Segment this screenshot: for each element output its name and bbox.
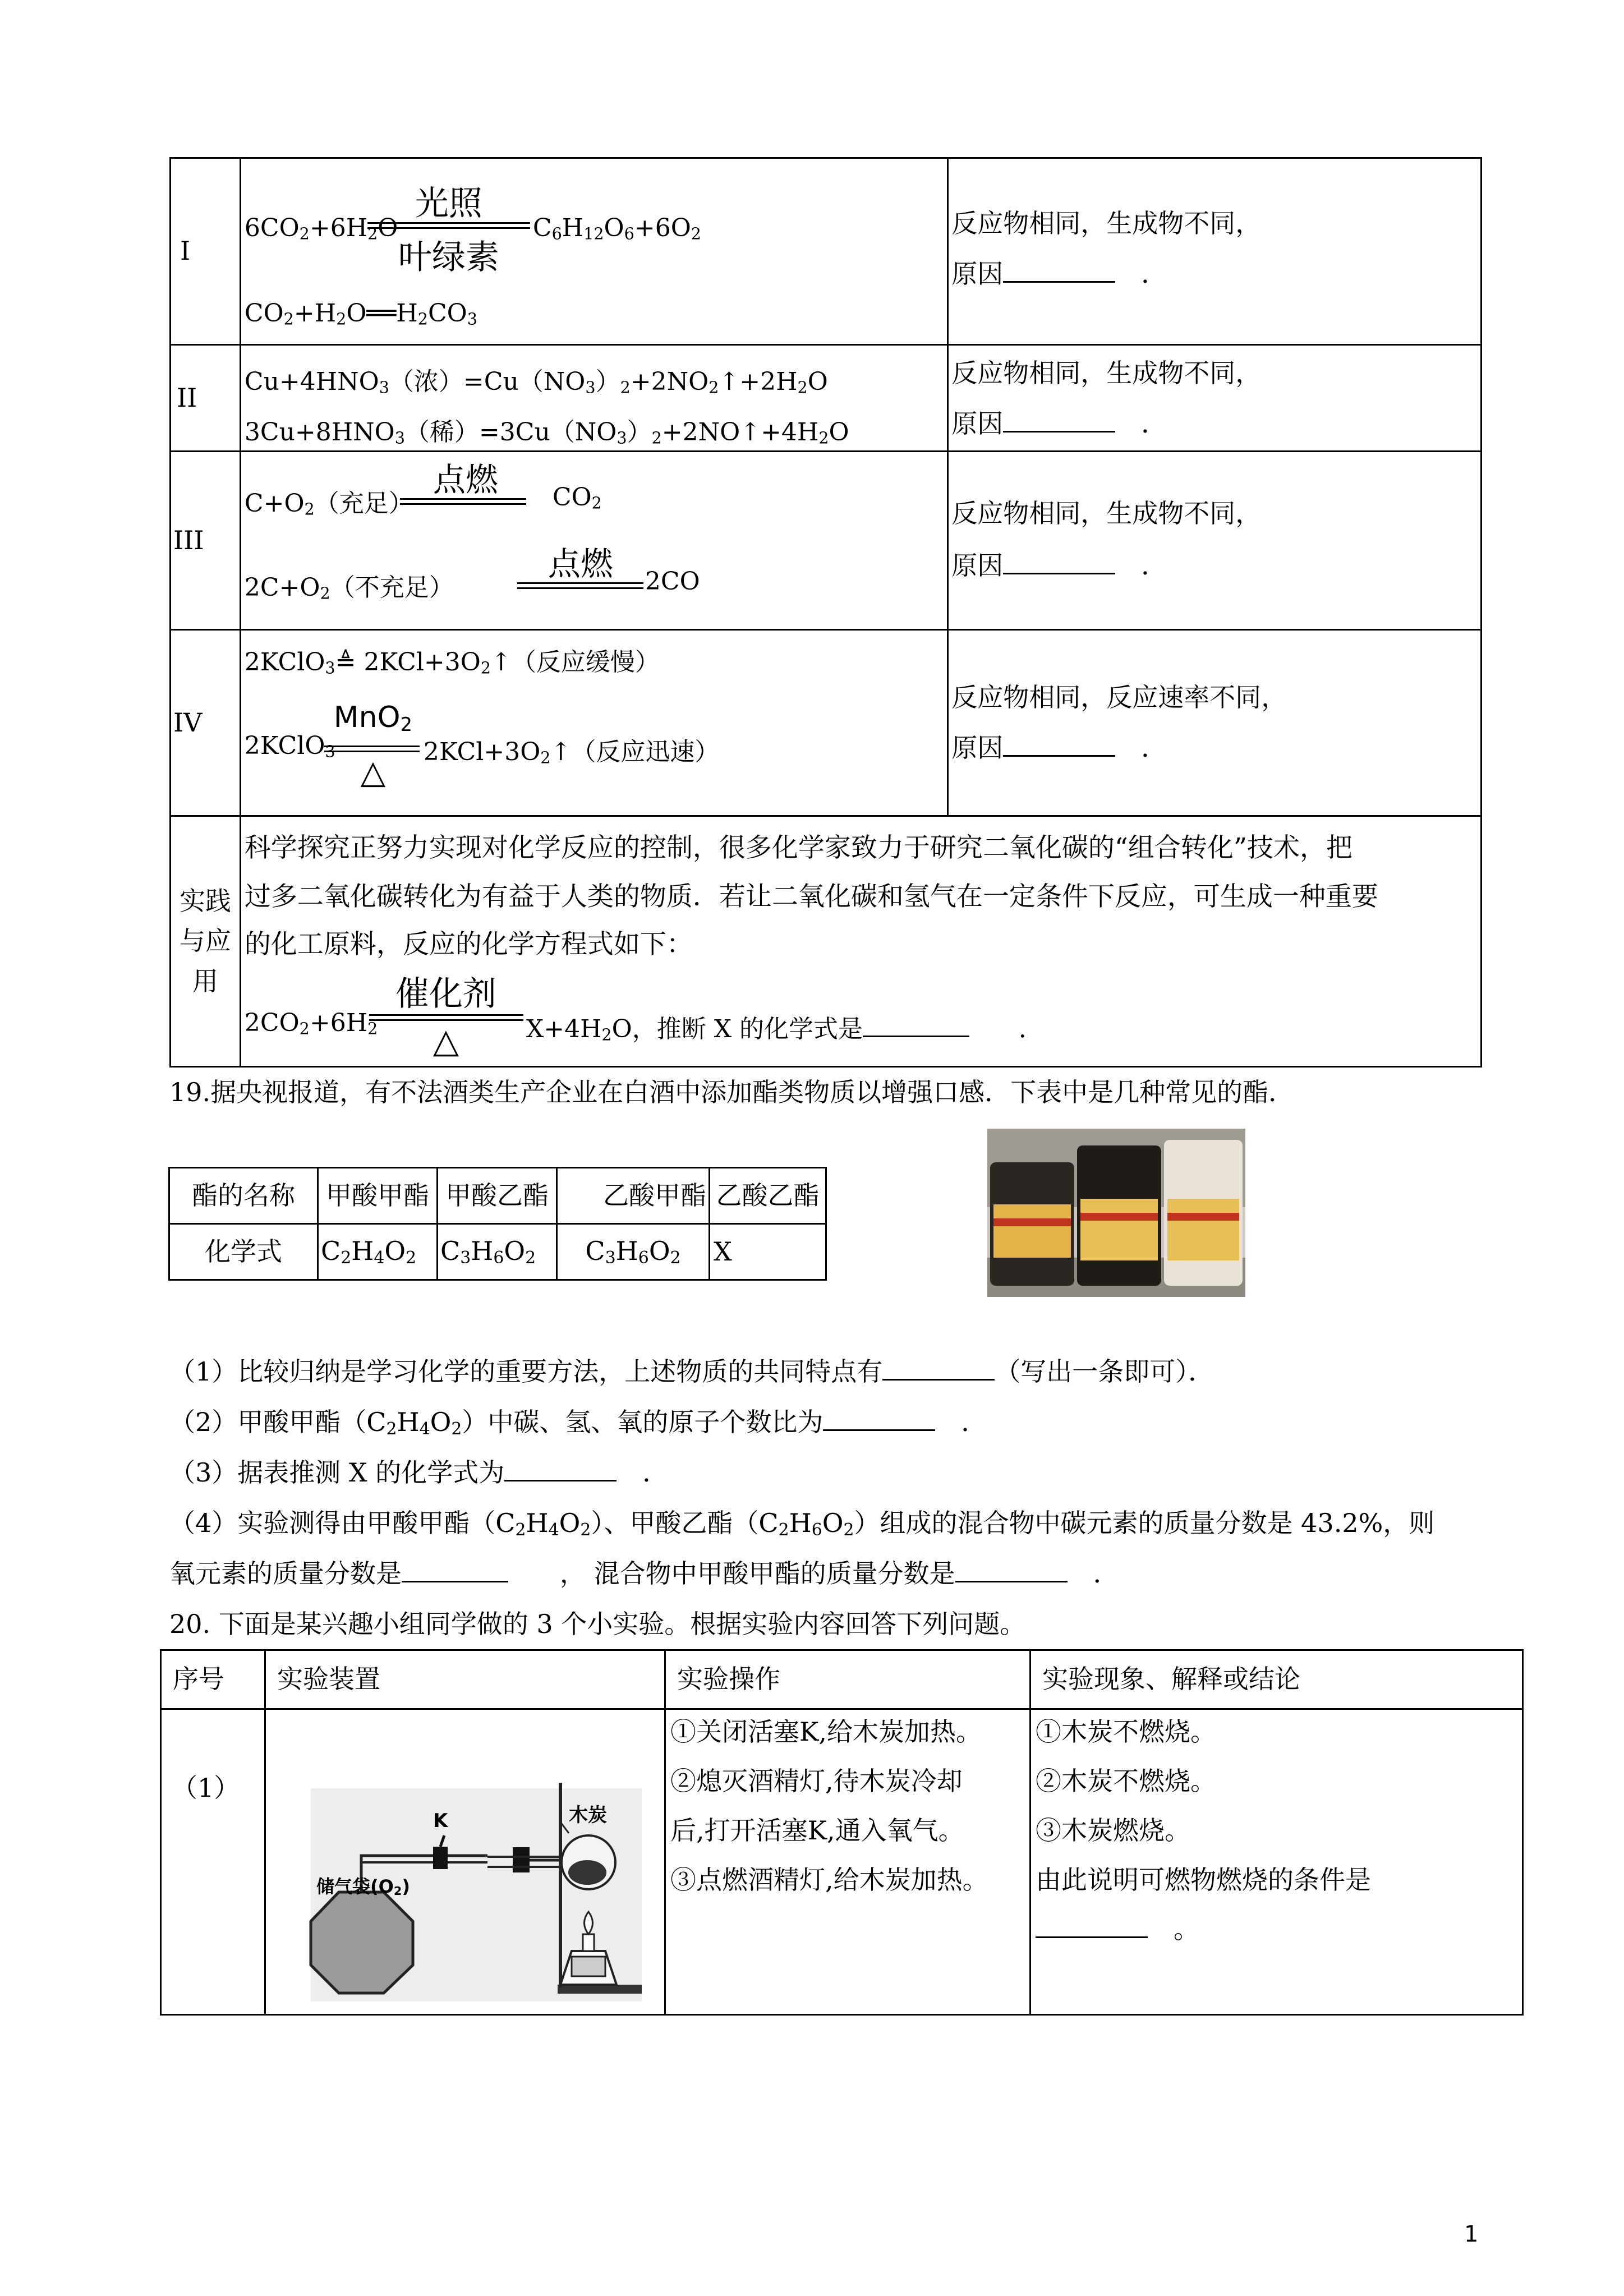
reason-label: 原因 bbox=[951, 550, 1004, 581]
row-label-cell bbox=[171, 345, 241, 452]
f: 6 bbox=[493, 1248, 504, 1268]
lamp-label bbox=[572, 1957, 605, 1976]
row-label-cell bbox=[171, 452, 241, 630]
exp-number-cell bbox=[161, 1709, 265, 2015]
bottle-label-stripe bbox=[1080, 1213, 1158, 1221]
f: 2 bbox=[670, 1248, 681, 1268]
eq-part: +2NO bbox=[630, 367, 709, 396]
formula-ethyl-formate bbox=[440, 1236, 536, 1266]
result-line: 由此说明可燃物燃烧的条件是 bbox=[1036, 1865, 1371, 1895]
reason-line bbox=[951, 259, 1167, 289]
q-text: （写出一条即可）． bbox=[995, 1356, 1214, 1387]
ester-table bbox=[168, 1167, 827, 1281]
q-text: ． bbox=[961, 1407, 987, 1437]
practice-label-line: 实践 bbox=[179, 886, 231, 917]
equation-cell bbox=[240, 158, 947, 345]
operation-step: 后,打开活塞K,通入氧气。 bbox=[670, 1815, 964, 1846]
eq-part: O bbox=[807, 367, 828, 396]
equals-sign bbox=[400, 498, 526, 505]
eq-part: C+O bbox=[244, 489, 305, 518]
reaction-table bbox=[169, 157, 1482, 1066]
period: ． bbox=[1141, 550, 1167, 581]
eq-part: ） bbox=[627, 418, 652, 447]
q-text: （2）甲酸甲酯（C bbox=[169, 1407, 387, 1437]
reason-label: 原因 bbox=[951, 408, 1004, 439]
eq-part: 3Cu+8HNO bbox=[244, 418, 395, 447]
charcoal bbox=[568, 1860, 606, 1885]
formula-cell bbox=[557, 1224, 710, 1280]
eq-part: O，推断 X 的化学式是 bbox=[611, 1015, 863, 1043]
eq-part: （稀）=3Cu（NO bbox=[404, 418, 617, 447]
header-text: 甲酸甲酯 bbox=[326, 1180, 429, 1211]
practice-text: 的化工原料，反应的化学方程式如下： bbox=[244, 929, 693, 960]
f: O bbox=[648, 1235, 670, 1266]
eq-part: +6H bbox=[309, 1009, 368, 1037]
reason-line bbox=[951, 733, 1167, 763]
equation-product: $X+4H_2O$，推断 X 的化学式是 ． bbox=[526, 1015, 1044, 1045]
f: 3 bbox=[460, 1248, 471, 1268]
equation-carbonic: $CO_2+H_2O══H_2CO_3$ bbox=[244, 299, 477, 329]
answer-blank[interactable] bbox=[1003, 431, 1115, 432]
q-text: ， 混合物中甲酸甲酯的质量分数是 bbox=[560, 1558, 955, 1589]
equation-slow-decomp: 2KClO$_3$≜ $2KCl+3O_2↑$（反应缓慢） bbox=[244, 648, 660, 678]
exp-header bbox=[665, 1650, 1030, 1709]
eq-part: 2KClO bbox=[244, 731, 325, 760]
product-co2: $CO_2$ bbox=[552, 483, 602, 513]
eq-part: 6CO bbox=[244, 214, 300, 242]
q-text: ）中碳、氢、氧的原子个数比为 bbox=[462, 1407, 823, 1437]
gas-bag bbox=[311, 1892, 413, 1993]
reaction-table-grid bbox=[169, 157, 1482, 1068]
f: 2 bbox=[406, 1248, 417, 1268]
experiment-table-grid bbox=[160, 1649, 1524, 2016]
formula-cell bbox=[438, 1224, 557, 1280]
practice-text: 过多二氧化碳转化为有益于人类的物质．若让二氧化碳和氢气在一定条件下反应，可生成一种重要 bbox=[244, 881, 1378, 912]
eq-part: C bbox=[532, 214, 552, 242]
row-label-cell bbox=[171, 158, 241, 345]
note-line: 反应物相同，反应速率不同， bbox=[951, 682, 1287, 712]
product-co: 2CO bbox=[645, 567, 700, 596]
bottle-label bbox=[993, 1204, 1071, 1258]
period: ． bbox=[1019, 1015, 1044, 1043]
condition-ignite: 点燃 bbox=[548, 545, 613, 583]
experiment-table bbox=[160, 1649, 1524, 2016]
q-text: O bbox=[430, 1407, 452, 1437]
ester-table-grid bbox=[168, 1167, 827, 1281]
exp-number: （1） bbox=[172, 1773, 240, 1803]
ester-header bbox=[557, 1168, 710, 1224]
bottle bbox=[1164, 1140, 1243, 1286]
valve-k bbox=[433, 1847, 448, 1869]
heat-icon: △ bbox=[360, 753, 386, 791]
stand-base bbox=[558, 1985, 642, 1994]
product-kcl: $2KCl+3O_2↑$（反应迅速） bbox=[423, 738, 720, 767]
eq-part: O bbox=[829, 418, 849, 447]
equation-cell bbox=[240, 345, 947, 452]
valve-label: K bbox=[433, 1810, 448, 1832]
clamp bbox=[513, 1847, 530, 1872]
header-text: 酯的名称 bbox=[192, 1180, 295, 1211]
equation-complete-combustion: $C+O_2$（充足） bbox=[244, 489, 413, 519]
header-text: 实验操作 bbox=[677, 1664, 780, 1695]
reason-line bbox=[951, 550, 1167, 581]
bottle-label-stripe bbox=[1167, 1213, 1239, 1221]
eq-part: CO bbox=[427, 299, 467, 328]
q19-part2: （2）甲酸甲酯$(C_2H_4O_2)$中碳、氢、氧的原子个数比为 ． bbox=[169, 1407, 987, 1439]
formula-cell bbox=[710, 1224, 826, 1280]
equation-co2-hydrogenation: $2CO_2+6H_2$ bbox=[244, 1009, 378, 1038]
eq-part: Cu+4HNO bbox=[244, 367, 379, 396]
formula-methyl-formate bbox=[321, 1236, 416, 1266]
eq-part: +6O bbox=[634, 214, 691, 242]
page-number: 1 bbox=[1464, 2221, 1479, 2247]
row-label: I bbox=[180, 236, 191, 266]
f: 3 bbox=[605, 1248, 616, 1268]
practice-label bbox=[171, 881, 240, 1001]
condition-light: 光照 bbox=[415, 184, 482, 223]
q19-part3 bbox=[169, 1457, 668, 1488]
eq-part: ↑（反应迅速） bbox=[550, 738, 720, 766]
q-text: O bbox=[822, 1508, 844, 1538]
eq-part: 2C+O bbox=[244, 573, 320, 602]
ester-header bbox=[710, 1168, 826, 1224]
f: C bbox=[585, 1235, 605, 1266]
bottle-label bbox=[1167, 1199, 1239, 1260]
f: 6 bbox=[638, 1248, 649, 1268]
q-text: H bbox=[397, 1407, 420, 1437]
f: 2 bbox=[341, 1248, 352, 1268]
row-label-cell bbox=[171, 630, 241, 816]
f: C bbox=[321, 1235, 341, 1266]
q-text: ）、甲酸乙酯（C bbox=[591, 1508, 779, 1538]
eq-part: （充足） bbox=[314, 489, 413, 518]
practice-label-cell bbox=[171, 816, 241, 1067]
eq-part: （不充足） bbox=[330, 573, 454, 602]
bottle bbox=[990, 1162, 1074, 1286]
f: C bbox=[440, 1235, 461, 1266]
charcoal-label: 木炭 bbox=[569, 1804, 607, 1826]
eq-part: CO bbox=[552, 483, 592, 512]
eq-part: ） bbox=[595, 367, 620, 396]
result-line: ①木炭不燃烧。 bbox=[1036, 1717, 1216, 1747]
eq-part: （浓）=Cu（NO bbox=[389, 367, 586, 396]
note-line: 反应物相同，生成物不同， bbox=[951, 358, 1262, 388]
f: 2 bbox=[525, 1248, 536, 1268]
equation-conc-nitric: $Cu+4HNO_3$（浓）$=Cu(NO_3)_2+2NO_2↑+2H_2O$ bbox=[244, 367, 828, 397]
answer-blank[interactable] bbox=[1003, 755, 1115, 757]
conclusion-line bbox=[1036, 1914, 1199, 1945]
row-label: III bbox=[173, 524, 204, 555]
formula-x: X bbox=[714, 1236, 732, 1267]
equation-dilute-nitric: $3Cu+8HNO_3$（稀）$=3Cu(NO_3)_2+2NO↑+4H_2O$ bbox=[244, 418, 849, 448]
formula-methyl-acetate bbox=[585, 1236, 680, 1266]
formula-label: 化学式 bbox=[205, 1236, 282, 1267]
practice-content-cell bbox=[240, 816, 1481, 1067]
answer-blank[interactable] bbox=[402, 1581, 508, 1582]
ester-header bbox=[318, 1168, 438, 1224]
equation-cell bbox=[240, 452, 947, 630]
operation-step: ③点燃酒精灯,给木炭加热。 bbox=[670, 1865, 988, 1895]
answer-blank[interactable] bbox=[1003, 573, 1115, 574]
f: O bbox=[384, 1235, 406, 1266]
condition-catalyst: MnO$_2$ bbox=[333, 701, 413, 735]
q-text: H bbox=[789, 1508, 812, 1538]
header-text: 序号 bbox=[173, 1664, 224, 1695]
exp-header bbox=[265, 1650, 665, 1709]
result-line: ②木炭不燃烧。 bbox=[1036, 1766, 1216, 1796]
q-text: ）组成的混合物中碳元素的质量分数是 43.2%，则 bbox=[854, 1508, 1435, 1538]
f: O bbox=[504, 1235, 526, 1266]
equation-fast-decomp: 2KClO$_3$ bbox=[244, 731, 335, 761]
note-cell bbox=[948, 158, 1482, 345]
result-cell bbox=[1030, 1709, 1523, 2015]
heat-icon: △ bbox=[433, 1022, 459, 1061]
formula-label-cell bbox=[169, 1224, 318, 1280]
formula-cell bbox=[318, 1224, 438, 1280]
bottle bbox=[1077, 1145, 1161, 1286]
period: ． bbox=[1141, 408, 1167, 439]
exp-header bbox=[161, 1650, 265, 1709]
q-text: ． bbox=[1093, 1558, 1119, 1589]
gas-bag-label bbox=[316, 1872, 410, 1898]
operation-cell bbox=[665, 1709, 1030, 2015]
eq-part: +H bbox=[293, 299, 337, 328]
condition-chlorophyll: 叶绿素 bbox=[398, 238, 499, 277]
q19-part1 bbox=[169, 1356, 1214, 1387]
equals-sign bbox=[324, 746, 420, 752]
note-cell bbox=[948, 630, 1482, 816]
f: H bbox=[471, 1235, 494, 1266]
equals-sign bbox=[517, 582, 643, 589]
eq-part: +2NO↑+4H bbox=[661, 418, 819, 447]
eq-part: 2KClO bbox=[244, 648, 325, 677]
answer-blank[interactable] bbox=[863, 1036, 969, 1037]
equals-sign bbox=[369, 1014, 523, 1021]
header-text: 乙酸乙酯 bbox=[716, 1180, 820, 1211]
eq-part: +6H bbox=[309, 214, 368, 242]
condition-catalyst: 催化剂 bbox=[395, 974, 496, 1014]
q20-intro: 20. 下面是某兴趣小组同学做的 3 个小实验。根据实验内容回答下列问题。 bbox=[169, 1609, 1026, 1639]
q-text: 氧元素的质量分数是 bbox=[169, 1558, 402, 1589]
ester-header bbox=[438, 1168, 557, 1224]
note-line: 反应物相同，生成物不同， bbox=[951, 498, 1262, 528]
eq-part: H bbox=[396, 299, 418, 328]
catalyst-text: MnO bbox=[333, 701, 401, 734]
answer-blank[interactable] bbox=[504, 1480, 617, 1481]
result-line: ③木炭燃烧。 bbox=[1036, 1815, 1190, 1846]
period: ． bbox=[1141, 259, 1167, 289]
header-text: 实验装置 bbox=[277, 1664, 380, 1695]
label-text: 储气袋(O bbox=[316, 1876, 394, 1897]
q-text: H bbox=[526, 1508, 549, 1538]
note-cell bbox=[948, 452, 1482, 630]
answer-blank[interactable] bbox=[955, 1581, 1068, 1582]
practice-text: 科学探究正努力实现对化学反应的控制，很多化学家致力于研究二氧化碳的“组合转化”技术，把 bbox=[244, 832, 1352, 863]
period: ． bbox=[1141, 733, 1167, 763]
q-text: ． bbox=[642, 1457, 669, 1488]
q-text: （4）实验测得由甲酸甲酯（C bbox=[169, 1508, 516, 1538]
operation-step: ②熄灭酒精灯,待木炭冷却 bbox=[670, 1766, 963, 1796]
row-label: IV bbox=[173, 707, 203, 738]
row-label: II bbox=[177, 382, 197, 413]
label-text: ) bbox=[402, 1876, 410, 1897]
eq-part: O bbox=[378, 214, 398, 242]
equation-cell bbox=[240, 630, 947, 816]
bottle-label-stripe bbox=[993, 1218, 1071, 1226]
note-line: 反应物相同，生成物不同， bbox=[951, 208, 1262, 238]
reason-label: 原因 bbox=[951, 259, 1004, 289]
equals-sign bbox=[367, 222, 530, 229]
apparatus-diagram bbox=[266, 1710, 653, 2016]
bottle-label bbox=[1080, 1199, 1158, 1260]
note-cell bbox=[948, 345, 1482, 452]
q19-part4-line2 bbox=[169, 1558, 1119, 1589]
practice-label-line: 用 bbox=[192, 965, 218, 996]
ester-header bbox=[169, 1168, 318, 1224]
f: 4 bbox=[374, 1248, 385, 1268]
f: H bbox=[615, 1235, 638, 1266]
period: 。 bbox=[1174, 1914, 1199, 1944]
equation-incomplete-combustion: $2C+O_2$（不充足） bbox=[244, 573, 454, 603]
answer-blank[interactable] bbox=[1036, 1936, 1148, 1938]
q19-part4: （4）实验测得由甲酸甲酯$(C_2H_4O_2)$、甲酸乙酯$(C_2H_6O_2)$组成的混合物中碳元素的质量分数是 43.2%，则 bbox=[169, 1508, 1435, 1540]
eq-part: 2CO bbox=[244, 1009, 300, 1037]
ester-bottles-photo bbox=[987, 1129, 1245, 1297]
answer-blank[interactable] bbox=[823, 1429, 935, 1431]
apparatus-cell bbox=[265, 1709, 665, 2015]
equation-photosynthesis: $6CO_2+6H_2O$ bbox=[244, 214, 398, 243]
label-text: 2 bbox=[393, 1884, 402, 1898]
f: H bbox=[351, 1235, 374, 1266]
q-text: （3）据表推测 X 的化学式为 bbox=[169, 1457, 505, 1488]
eq-part: CO bbox=[244, 299, 284, 328]
lamp-wick bbox=[583, 1934, 594, 1951]
eq-part: ↑（反应缓慢） bbox=[491, 648, 660, 677]
operation-step: ①关闭活塞K,给木炭加热。 bbox=[670, 1717, 982, 1747]
header-text: 乙酸甲酯 bbox=[603, 1180, 706, 1211]
condition-ignite: 点燃 bbox=[433, 461, 498, 499]
answer-blank[interactable] bbox=[882, 1379, 995, 1381]
eq-part: O bbox=[346, 299, 367, 328]
eq-part: ≜ 2KCl+3O bbox=[335, 648, 481, 677]
exp-header bbox=[1030, 1650, 1523, 1709]
practice-label-line: 与应 bbox=[179, 926, 231, 956]
reason-label: 原因 bbox=[951, 733, 1004, 763]
header-text: 甲酸乙酯 bbox=[445, 1180, 549, 1211]
flame-icon bbox=[585, 1912, 593, 1934]
answer-blank[interactable] bbox=[1003, 281, 1115, 283]
eq-part: ↑+2H bbox=[719, 367, 798, 396]
eq-part: X+4H bbox=[526, 1015, 602, 1043]
eq-part: 2KCl+3O bbox=[423, 738, 541, 766]
q-text: O bbox=[559, 1508, 581, 1538]
equation-photosynthesis-product: $C_6H_{12}O_6+6O_2$ bbox=[532, 214, 701, 243]
header-text: 实验现象、解释或结论 bbox=[1042, 1664, 1300, 1695]
q19-intro: 19.据央视报道，有不法酒类生产企业在白酒中添加酯类物质以增强口感．下表中是几种常见的酯． bbox=[169, 1077, 1295, 1107]
reason-line bbox=[951, 408, 1167, 439]
q-text: （1）比较归纳是学习化学的重要方法，上述物质的共同特点有 bbox=[169, 1356, 883, 1387]
